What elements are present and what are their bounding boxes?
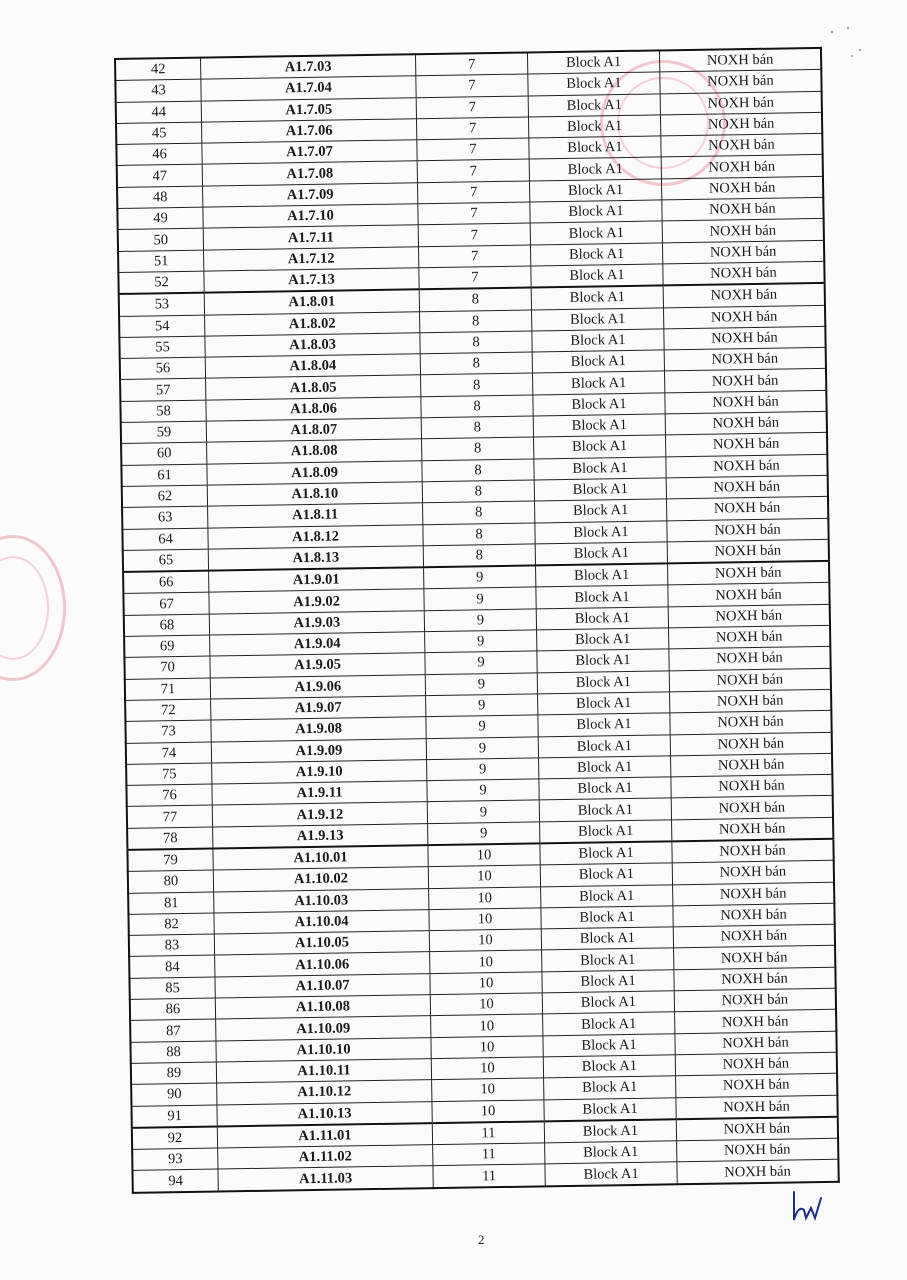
floor-cell: 8 bbox=[419, 288, 531, 312]
block-cell: Block A1 bbox=[544, 1119, 676, 1143]
apartment-table-sheet bbox=[114, 47, 840, 1194]
block-cell: Block A1 bbox=[541, 906, 673, 929]
housing-type-cell: NOXH bán bbox=[670, 689, 832, 713]
apartment-code-cell: A1.9.03 bbox=[209, 610, 424, 635]
housing-type-cell: NOXH bán bbox=[660, 91, 822, 115]
apartment-code-cell: A1.10.11 bbox=[216, 1059, 431, 1084]
block-cell: Block A1 bbox=[538, 713, 670, 736]
housing-type-cell: NOXH bán bbox=[663, 283, 825, 307]
row-number-cell: 60 bbox=[121, 442, 207, 465]
floor-cell: 8 bbox=[423, 522, 535, 545]
apartment-code-cell: A1.9.08 bbox=[211, 717, 426, 742]
block-cell: Block A1 bbox=[530, 221, 662, 244]
floor-cell: 7 bbox=[419, 266, 531, 290]
block-cell: Block A1 bbox=[537, 670, 669, 693]
housing-type-cell: NOXH bán bbox=[675, 1031, 837, 1055]
housing-type-cell: NOXH bán bbox=[666, 497, 828, 521]
apartment-code-cell: A1.10.10 bbox=[216, 1037, 431, 1062]
apartment-list-table bbox=[114, 47, 840, 1194]
block-cell: Block A1 bbox=[544, 1097, 676, 1121]
block-cell: Block A1 bbox=[542, 991, 674, 1014]
row-number-cell: 56 bbox=[120, 357, 206, 380]
apartment-code-cell: A1.10.01 bbox=[213, 845, 428, 870]
floor-cell: 7 bbox=[418, 202, 530, 225]
apartment-code-cell: A1.10.03 bbox=[214, 888, 429, 913]
floor-cell: 11 bbox=[432, 1121, 544, 1145]
apartment-code-cell: A1.7.11 bbox=[203, 225, 418, 250]
block-cell: Block A1 bbox=[535, 542, 667, 566]
apartment-code-cell: A1.8.05 bbox=[206, 375, 421, 400]
block-cell: Block A1 bbox=[545, 1162, 677, 1186]
floor-cell: 10 bbox=[431, 1057, 543, 1080]
housing-type-cell: NOXH bán bbox=[677, 1138, 839, 1162]
row-number-cell: 77 bbox=[127, 805, 213, 828]
apartment-code-cell: A1.8.10 bbox=[207, 482, 422, 507]
housing-type-cell: NOXH bán bbox=[665, 411, 827, 435]
row-number-cell: 73 bbox=[125, 720, 211, 743]
block-cell: Block A1 bbox=[529, 136, 661, 159]
row-number-cell: 43 bbox=[115, 79, 201, 102]
housing-type-cell: NOXH bán bbox=[676, 1074, 838, 1098]
floor-cell: 10 bbox=[432, 1078, 544, 1101]
apartment-code-cell: A1.9.04 bbox=[210, 632, 425, 657]
housing-type-cell: NOXH bán bbox=[672, 817, 834, 841]
floor-cell: 10 bbox=[429, 886, 541, 909]
row-number-cell: 44 bbox=[116, 101, 202, 124]
housing-type-cell: NOXH bán bbox=[677, 1160, 839, 1184]
floor-cell: 10 bbox=[431, 1036, 543, 1059]
block-cell: Block A1 bbox=[539, 756, 671, 779]
red-seal-stamp-partial bbox=[0, 535, 66, 681]
floor-cell: 8 bbox=[422, 480, 534, 503]
block-cell: Block A1 bbox=[529, 179, 661, 202]
apartment-code-cell: A1.8.07 bbox=[206, 418, 421, 443]
block-cell: Block A1 bbox=[542, 970, 674, 993]
floor-cell: 10 bbox=[430, 993, 542, 1016]
row-number-cell: 65 bbox=[123, 549, 209, 572]
row-number-cell: 91 bbox=[131, 1105, 217, 1128]
housing-type-cell: NOXH bán bbox=[670, 732, 832, 756]
housing-type-cell: NOXH bán bbox=[661, 176, 823, 200]
apartment-code-cell: A1.8.01 bbox=[204, 290, 419, 315]
floor-cell: 7 bbox=[415, 53, 527, 77]
block-cell: Block A1 bbox=[528, 115, 660, 138]
apartment-code-cell: A1.8.02 bbox=[205, 311, 420, 336]
floor-cell: 7 bbox=[416, 117, 528, 140]
row-number-cell: 76 bbox=[126, 784, 212, 807]
apartment-code-cell: A1.8.09 bbox=[207, 460, 422, 485]
housing-type-cell: NOXH bán bbox=[668, 561, 830, 585]
apartment-code-cell: A1.9.01 bbox=[209, 567, 424, 592]
apartment-code-cell: A1.10.06 bbox=[215, 952, 430, 977]
apartment-code-cell: A1.9.13 bbox=[213, 823, 428, 848]
floor-cell: 10 bbox=[430, 950, 542, 973]
floor-cell: 9 bbox=[427, 758, 539, 781]
block-cell: Block A1 bbox=[529, 157, 661, 180]
row-number-cell: 53 bbox=[119, 293, 205, 316]
block-cell: Block A1 bbox=[537, 628, 669, 651]
apartment-code-cell: A1.7.04 bbox=[201, 76, 416, 101]
apartment-code-cell: A1.10.12 bbox=[217, 1080, 432, 1105]
housing-type-cell: NOXH bán bbox=[660, 70, 822, 94]
floor-cell: 8 bbox=[422, 459, 534, 482]
housing-type-cell: NOXH bán bbox=[669, 668, 831, 692]
housing-type-cell: NOXH bán bbox=[673, 924, 835, 948]
apartment-code-cell: A1.9.12 bbox=[212, 802, 427, 827]
block-cell: Block A1 bbox=[543, 1033, 675, 1056]
floor-cell: 8 bbox=[422, 437, 534, 460]
floor-cell: 7 bbox=[418, 223, 530, 246]
row-number-cell: 68 bbox=[124, 614, 210, 637]
row-number-cell: 52 bbox=[118, 271, 204, 294]
apartment-code-cell: A1.9.07 bbox=[211, 696, 426, 721]
block-cell: Block A1 bbox=[538, 734, 670, 757]
floor-cell: 8 bbox=[421, 416, 533, 439]
block-cell: Block A1 bbox=[532, 307, 664, 330]
housing-type-cell: NOXH bán bbox=[671, 753, 833, 777]
apartment-code-cell: A1.11.03 bbox=[218, 1166, 433, 1191]
block-cell: Block A1 bbox=[530, 200, 662, 223]
block-cell: Block A1 bbox=[528, 72, 660, 95]
housing-type-cell: NOXH bán bbox=[665, 433, 827, 457]
apartment-code-cell: A1.9.02 bbox=[209, 589, 424, 614]
block-cell: Block A1 bbox=[532, 350, 664, 373]
floor-cell: 10 bbox=[428, 843, 540, 867]
housing-type-cell: NOXH bán bbox=[660, 112, 822, 136]
housing-type-cell: NOXH bán bbox=[667, 539, 829, 563]
housing-type-cell: NOXH bán bbox=[671, 774, 833, 798]
floor-cell: 8 bbox=[420, 331, 532, 354]
apartment-code-cell: A1.9.06 bbox=[210, 674, 425, 699]
block-cell: Block A1 bbox=[527, 50, 659, 74]
floor-cell: 10 bbox=[432, 1099, 544, 1123]
housing-type-cell: NOXH bán bbox=[674, 988, 836, 1012]
housing-type-cell: NOXH bán bbox=[668, 583, 830, 607]
housing-type-cell: NOXH bán bbox=[674, 967, 836, 991]
row-number-cell: 50 bbox=[118, 228, 204, 251]
block-cell: Block A1 bbox=[534, 478, 666, 501]
apartment-code-cell: A1.7.03 bbox=[201, 54, 416, 79]
block-cell: Block A1 bbox=[539, 777, 671, 800]
row-number-cell: 90 bbox=[131, 1083, 217, 1106]
block-cell: Block A1 bbox=[545, 1141, 677, 1164]
housing-type-cell: NOXH bán bbox=[671, 796, 833, 820]
apartment-code-cell: A1.8.04 bbox=[205, 354, 420, 379]
floor-cell: 9 bbox=[428, 822, 540, 846]
row-number-cell: 63 bbox=[122, 506, 208, 529]
housing-type-cell: NOXH bán bbox=[666, 475, 828, 499]
apartment-code-cell: A1.8.11 bbox=[208, 503, 423, 528]
block-cell: Block A1 bbox=[536, 607, 668, 630]
apartment-code-cell: A1.9.11 bbox=[212, 781, 427, 806]
row-number-cell: 75 bbox=[126, 763, 212, 786]
row-number-cell: 58 bbox=[120, 400, 206, 423]
housing-type-cell: NOXH bán bbox=[674, 946, 836, 970]
row-number-cell: 48 bbox=[117, 186, 203, 209]
row-number-cell: 49 bbox=[117, 207, 203, 230]
housing-type-cell: NOXH bán bbox=[672, 839, 834, 863]
block-cell: Block A1 bbox=[535, 499, 667, 522]
floor-cell: 9 bbox=[427, 779, 539, 802]
apartment-code-cell: A1.7.12 bbox=[204, 246, 419, 271]
row-number-cell: 94 bbox=[132, 1169, 218, 1192]
block-cell: Block A1 bbox=[533, 414, 665, 437]
floor-cell: 11 bbox=[433, 1143, 545, 1166]
block-cell: Block A1 bbox=[535, 520, 667, 543]
block-cell: Block A1 bbox=[543, 1012, 675, 1035]
row-number-cell: 61 bbox=[121, 464, 207, 487]
row-number-cell: 62 bbox=[122, 485, 208, 508]
apartment-code-cell: A1.10.02 bbox=[213, 867, 428, 892]
floor-cell: 10 bbox=[429, 929, 541, 952]
row-number-cell: 86 bbox=[130, 998, 216, 1021]
floor-cell: 10 bbox=[431, 1014, 543, 1037]
floor-cell: 10 bbox=[430, 972, 542, 995]
floor-cell: 9 bbox=[424, 609, 536, 632]
apartment-code-cell: A1.10.09 bbox=[216, 1016, 431, 1041]
floor-cell: 7 bbox=[417, 181, 529, 204]
block-cell: Block A1 bbox=[540, 841, 672, 865]
signature-initial bbox=[788, 1188, 824, 1228]
apartment-code-cell: A1.9.10 bbox=[212, 759, 427, 784]
floor-cell: 10 bbox=[428, 865, 540, 888]
apartment-code-cell: A1.7.08 bbox=[202, 161, 417, 186]
block-cell: Block A1 bbox=[537, 649, 669, 672]
block-cell: Block A1 bbox=[531, 286, 663, 310]
housing-type-cell: NOXH bán bbox=[667, 518, 829, 542]
housing-type-cell: NOXH bán bbox=[675, 1052, 837, 1076]
apartment-code-cell: A1.8.12 bbox=[208, 524, 423, 549]
floor-cell: 9 bbox=[425, 651, 537, 674]
housing-type-cell: NOXH bán bbox=[669, 647, 831, 671]
floor-cell: 9 bbox=[426, 736, 538, 759]
apartment-code-cell: A1.7.10 bbox=[203, 204, 418, 229]
floor-cell: 9 bbox=[424, 566, 536, 590]
apartment-code-cell: A1.8.06 bbox=[206, 396, 421, 421]
apartment-code-cell: A1.9.05 bbox=[210, 653, 425, 678]
housing-type-cell: NOXH bán bbox=[672, 861, 834, 885]
row-number-cell: 88 bbox=[130, 1041, 216, 1064]
apartment-code-cell: A1.7.05 bbox=[201, 97, 416, 122]
block-cell: Block A1 bbox=[539, 798, 671, 821]
block-cell: Block A1 bbox=[534, 435, 666, 458]
housing-type-cell: NOXH bán bbox=[662, 197, 824, 221]
housing-type-cell: NOXH bán bbox=[659, 48, 821, 72]
row-number-cell: 87 bbox=[130, 1019, 216, 1042]
housing-type-cell: NOXH bán bbox=[673, 903, 835, 927]
scan-specks bbox=[826, 20, 866, 60]
housing-type-cell: NOXH bán bbox=[664, 369, 826, 393]
apartment-code-cell: A1.10.04 bbox=[214, 910, 429, 935]
block-cell: Block A1 bbox=[534, 457, 666, 480]
block-cell: Block A1 bbox=[543, 1055, 675, 1078]
block-cell: Block A1 bbox=[541, 884, 673, 907]
floor-cell: 9 bbox=[426, 715, 538, 738]
apartment-code-cell: A1.10.08 bbox=[215, 995, 430, 1020]
apartment-table-body bbox=[115, 48, 839, 1193]
row-number-cell: 85 bbox=[129, 977, 215, 1000]
row-number-cell: 54 bbox=[119, 315, 205, 338]
block-cell: Block A1 bbox=[532, 329, 664, 352]
apartment-code-cell: A1.7.13 bbox=[204, 268, 419, 293]
row-number-cell: 67 bbox=[123, 592, 209, 615]
row-number-cell: 78 bbox=[127, 827, 213, 850]
housing-type-cell: NOXH bán bbox=[662, 240, 824, 264]
row-number-cell: 92 bbox=[132, 1126, 218, 1149]
apartment-code-cell: A1.7.09 bbox=[203, 183, 418, 208]
apartment-code-cell: A1.8.03 bbox=[205, 333, 420, 358]
block-cell: Block A1 bbox=[536, 585, 668, 608]
housing-type-cell: NOXH bán bbox=[675, 1010, 837, 1034]
row-number-cell: 46 bbox=[116, 143, 202, 166]
block-cell: Block A1 bbox=[542, 948, 674, 971]
row-number-cell: 45 bbox=[116, 122, 202, 145]
block-cell: Block A1 bbox=[536, 563, 668, 587]
housing-type-cell: NOXH bán bbox=[670, 711, 832, 735]
apartment-code-cell: A1.8.08 bbox=[207, 439, 422, 464]
row-number-cell: 79 bbox=[127, 849, 213, 872]
row-number-cell: 72 bbox=[125, 699, 211, 722]
floor-cell: 9 bbox=[426, 694, 538, 717]
row-number-cell: 71 bbox=[125, 678, 211, 701]
page-number: 2 bbox=[478, 1232, 485, 1247]
housing-type-cell: NOXH bán bbox=[673, 882, 835, 906]
apartment-code-cell: A1.7.06 bbox=[202, 119, 417, 144]
floor-cell: 8 bbox=[423, 544, 535, 568]
floor-cell: 9 bbox=[427, 800, 539, 823]
housing-type-cell: NOXH bán bbox=[661, 155, 823, 179]
floor-cell: 7 bbox=[417, 159, 529, 182]
housing-type-cell: NOXH bán bbox=[669, 625, 831, 649]
floor-cell: 9 bbox=[424, 587, 536, 610]
floor-cell: 7 bbox=[418, 245, 530, 268]
block-cell: Block A1 bbox=[528, 94, 660, 117]
apartment-code-cell: A1.10.05 bbox=[214, 931, 429, 956]
floor-cell: 7 bbox=[416, 74, 528, 97]
apartment-code-cell: A1.7.07 bbox=[202, 140, 417, 165]
row-number-cell: 55 bbox=[119, 336, 205, 359]
row-number-cell: 82 bbox=[128, 913, 214, 936]
row-number-cell: 66 bbox=[123, 571, 209, 594]
block-cell: Block A1 bbox=[533, 371, 665, 394]
housing-type-cell: NOXH bán bbox=[676, 1095, 838, 1119]
row-number-cell: 47 bbox=[117, 165, 203, 188]
apartment-code-cell: A1.8.13 bbox=[208, 546, 423, 571]
floor-cell: 7 bbox=[417, 138, 529, 161]
floor-cell: 8 bbox=[420, 352, 532, 375]
apartment-code-cell: A1.10.13 bbox=[217, 1101, 432, 1126]
floor-cell: 8 bbox=[420, 310, 532, 333]
row-number-cell: 69 bbox=[124, 635, 210, 658]
block-cell: Block A1 bbox=[544, 1076, 676, 1099]
floor-cell: 8 bbox=[421, 373, 533, 396]
floor-cell: 10 bbox=[429, 908, 541, 931]
block-cell: Block A1 bbox=[531, 264, 663, 288]
housing-type-cell: NOXH bán bbox=[668, 604, 830, 628]
row-number-cell: 81 bbox=[128, 892, 214, 915]
housing-type-cell: NOXH bán bbox=[664, 326, 826, 350]
row-number-cell: 59 bbox=[121, 421, 207, 444]
housing-type-cell: NOXH bán bbox=[661, 134, 823, 158]
row-number-cell: 84 bbox=[129, 955, 215, 978]
housing-type-cell: NOXH bán bbox=[664, 348, 826, 372]
housing-type-cell: NOXH bán bbox=[676, 1117, 838, 1141]
row-number-cell: 80 bbox=[128, 870, 214, 893]
housing-type-cell: NOXH bán bbox=[666, 454, 828, 478]
block-cell: Block A1 bbox=[540, 863, 672, 886]
apartment-code-cell: A1.9.09 bbox=[211, 738, 426, 763]
apartment-code-cell: A1.11.01 bbox=[217, 1123, 432, 1148]
housing-type-cell: NOXH bán bbox=[663, 261, 825, 285]
row-number-cell: 57 bbox=[120, 379, 206, 402]
housing-type-cell: NOXH bán bbox=[662, 219, 824, 243]
row-number-cell: 64 bbox=[122, 528, 208, 551]
block-cell: Block A1 bbox=[538, 692, 670, 715]
apartment-code-cell: A1.10.07 bbox=[215, 973, 430, 998]
floor-cell: 11 bbox=[433, 1164, 545, 1188]
block-cell: Block A1 bbox=[540, 820, 672, 844]
floor-cell: 9 bbox=[425, 630, 537, 653]
floor-cell: 8 bbox=[421, 395, 533, 418]
row-number-cell: 74 bbox=[126, 742, 212, 765]
apartment-code-cell: A1.11.02 bbox=[218, 1145, 433, 1170]
floor-cell: 8 bbox=[423, 501, 535, 524]
floor-cell: 9 bbox=[425, 673, 537, 696]
row-number-cell: 93 bbox=[132, 1148, 218, 1171]
housing-type-cell: NOXH bán bbox=[665, 390, 827, 414]
row-number-cell: 42 bbox=[115, 58, 201, 81]
block-cell: Block A1 bbox=[530, 243, 662, 266]
floor-cell: 7 bbox=[416, 96, 528, 119]
housing-type-cell: NOXH bán bbox=[663, 305, 825, 329]
row-number-cell: 51 bbox=[118, 250, 204, 273]
block-cell: Block A1 bbox=[533, 393, 665, 416]
block-cell: Block A1 bbox=[541, 927, 673, 950]
row-number-cell: 83 bbox=[129, 934, 215, 957]
row-number-cell: 70 bbox=[124, 656, 210, 679]
row-number-cell: 89 bbox=[131, 1062, 217, 1085]
